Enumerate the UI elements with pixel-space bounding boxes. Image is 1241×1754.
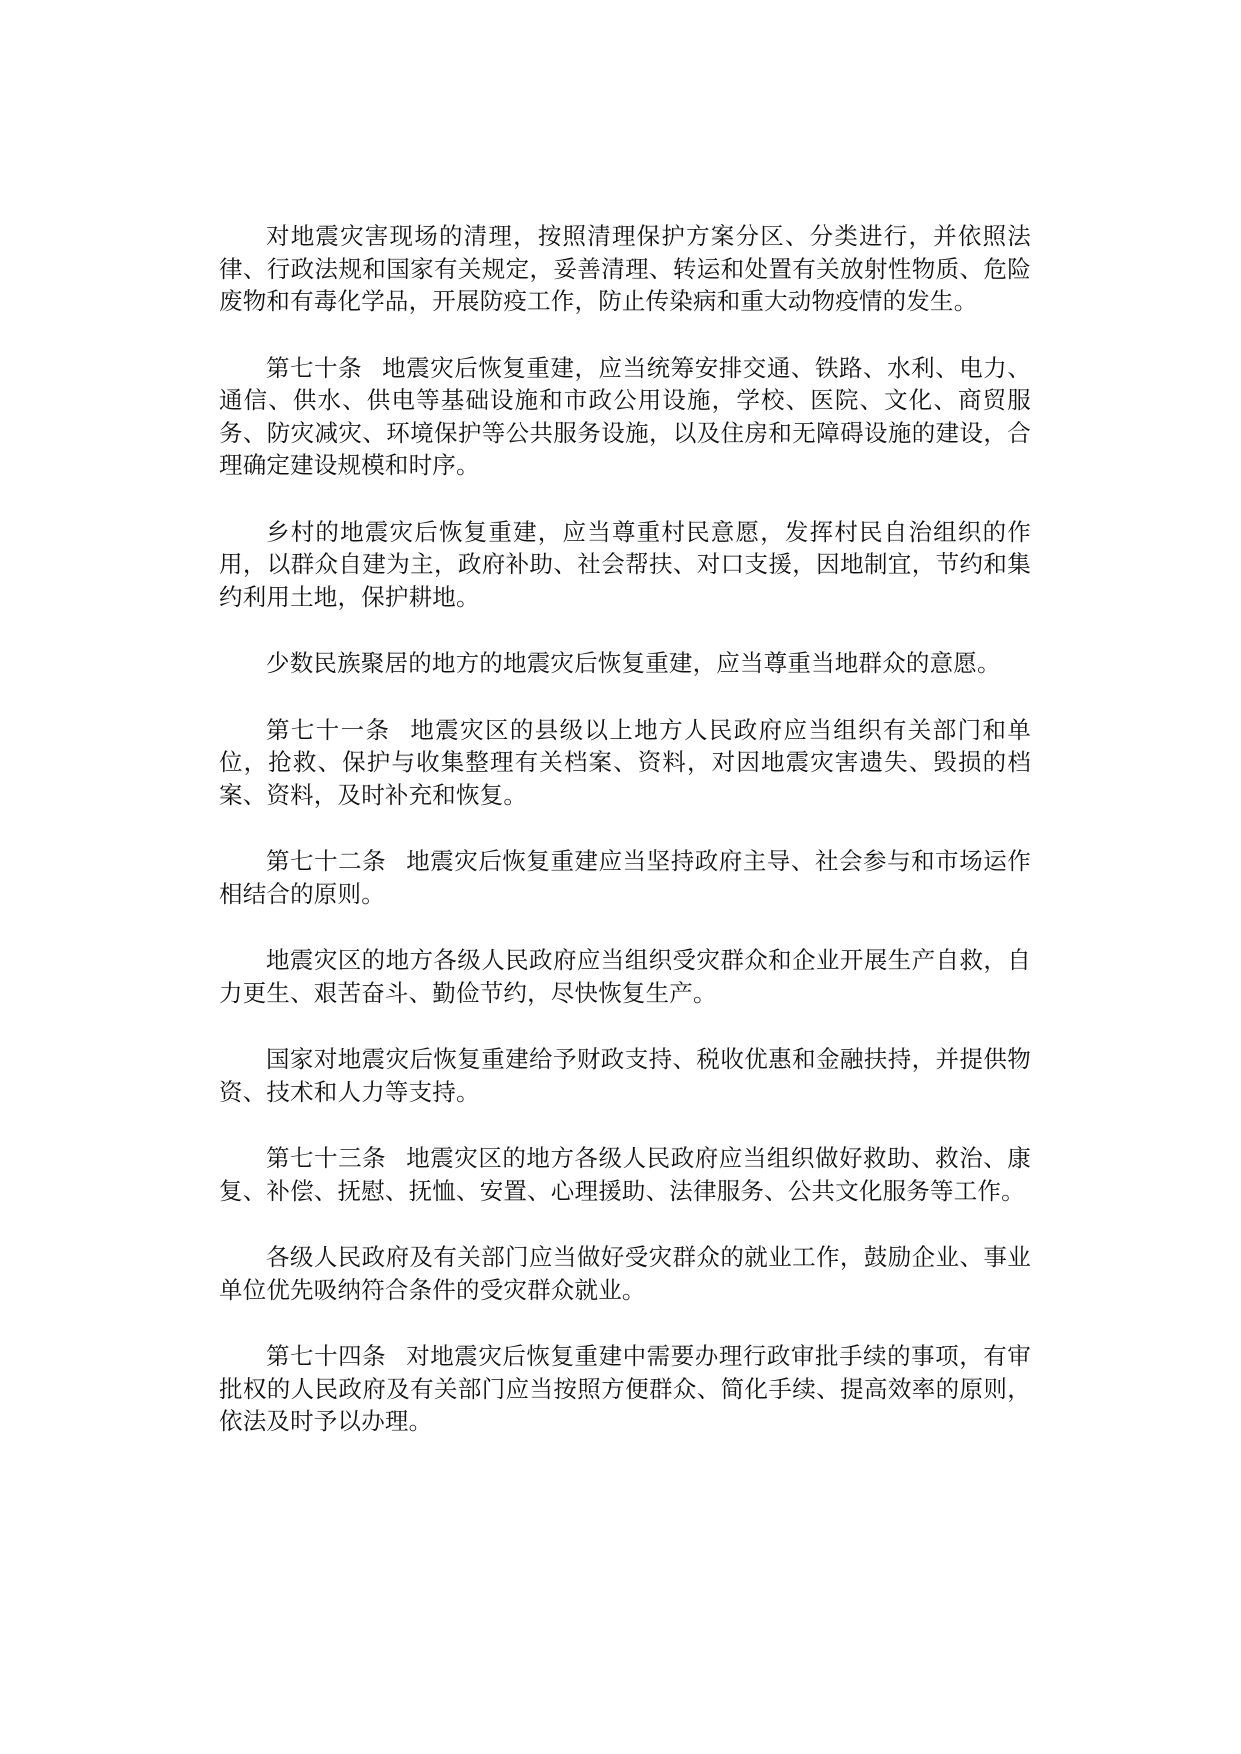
paragraph-text: 国家对地震灾后恢复重建给予财政支持、税收优惠和金融扶持，并提供物资、技术和人力等支持。 (219, 1045, 1031, 1106)
article-number: 第七十条 (266, 353, 363, 382)
paragraph-ethnic-minority (219, 647, 1031, 680)
paragraph-text: 地震灾区的县级以上地方人民政府应当组织有关部门和单位，抢救、保护与收集整理有关档案、资料，对因地震灾害遗失、毁损的档案、资料，及时补充和恢复。 (219, 715, 1032, 809)
paragraph-self-rescue (219, 944, 1031, 1009)
paragraph-text: 对地震灾害现场的清理，按照清理保护方案分区、分类进行，并依照法律、行政法规和国家有关规定，妥善清理、转运和处置有关放射性物质、危险废物和有毒化学品，开展防疫工作，防止传染病和重大动物疫情的发生。 (219, 222, 1031, 315)
article-number: 第七十四条 (266, 1342, 387, 1370)
paragraph-text: 乡村的地震灾后恢复重建，应当尊重村民意愿，发挥村民自治组织的作用，以群众自建为主，政府补助、社会帮扶、对口支援，因地制宜，节约和集约利用土地，保护耕地。 (219, 517, 1031, 611)
paragraph-text: 各级人民政府及有关部门应当做好受灾群众的就业工作，鼓励企业、事业单位优先吸纳符合条件的受灾群众就业。 (219, 1243, 1031, 1304)
paragraph-article-72 (219, 845, 1031, 910)
paragraph-article-74 (219, 1340, 1031, 1438)
document-page (219, 220, 1031, 1472)
paragraph-article-71 (219, 714, 1031, 812)
paragraph-employment (219, 1241, 1031, 1306)
article-number: 第七十二条 (266, 847, 387, 875)
paragraph-text: 地震灾区的地方各级人民政府应当组织受灾群众和企业开展生产自救，自力更生、艰苦奋斗、勤俭节约，尽快恢复生产。 (219, 946, 1031, 1007)
paragraph-text: 对地震灾后恢复重建中需要办理行政审批手续的事项，有审批权的人民政府及有关部门应当按照方便群众、简化手续、提高效率的原则，依法及时予以办理。 (219, 1342, 1031, 1435)
paragraph-text: 地震灾区的地方各级人民政府应当组织做好救助、救治、康复、补偿、抚慰、抚恤、安置、心理援助、法律服务、公共文化服务等工作。 (219, 1144, 1031, 1205)
paragraph-article-70 (219, 352, 1031, 482)
paragraph-article-73 (219, 1142, 1031, 1207)
paragraph-text: 少数民族聚居的地方的地震灾后恢复重建，应当尊重当地群众的意愿。 (266, 649, 1001, 677)
paragraph-state-support (219, 1043, 1031, 1108)
article-number: 第七十三条 (266, 1144, 387, 1172)
paragraph-rural-reconstruction (219, 516, 1031, 614)
paragraph-text: 地震灾后恢复重建应当坚持政府主导、社会参与和市场运作相结合的原则。 (219, 847, 1031, 908)
paragraph-text: 地震灾后恢复重建，应当统筹安排交通、铁路、水利、电力、通信、供水、供电等基础设施和市政公用设施，学校、医院、文化、商贸服务、防灾减灾、环境保护等公共服务设施，以及住房和无障碍设施的建设，合理确定建设规模和时序。 (219, 353, 1031, 479)
paragraph-cleanup (219, 220, 1031, 318)
article-number: 第七十一条 (266, 715, 391, 744)
